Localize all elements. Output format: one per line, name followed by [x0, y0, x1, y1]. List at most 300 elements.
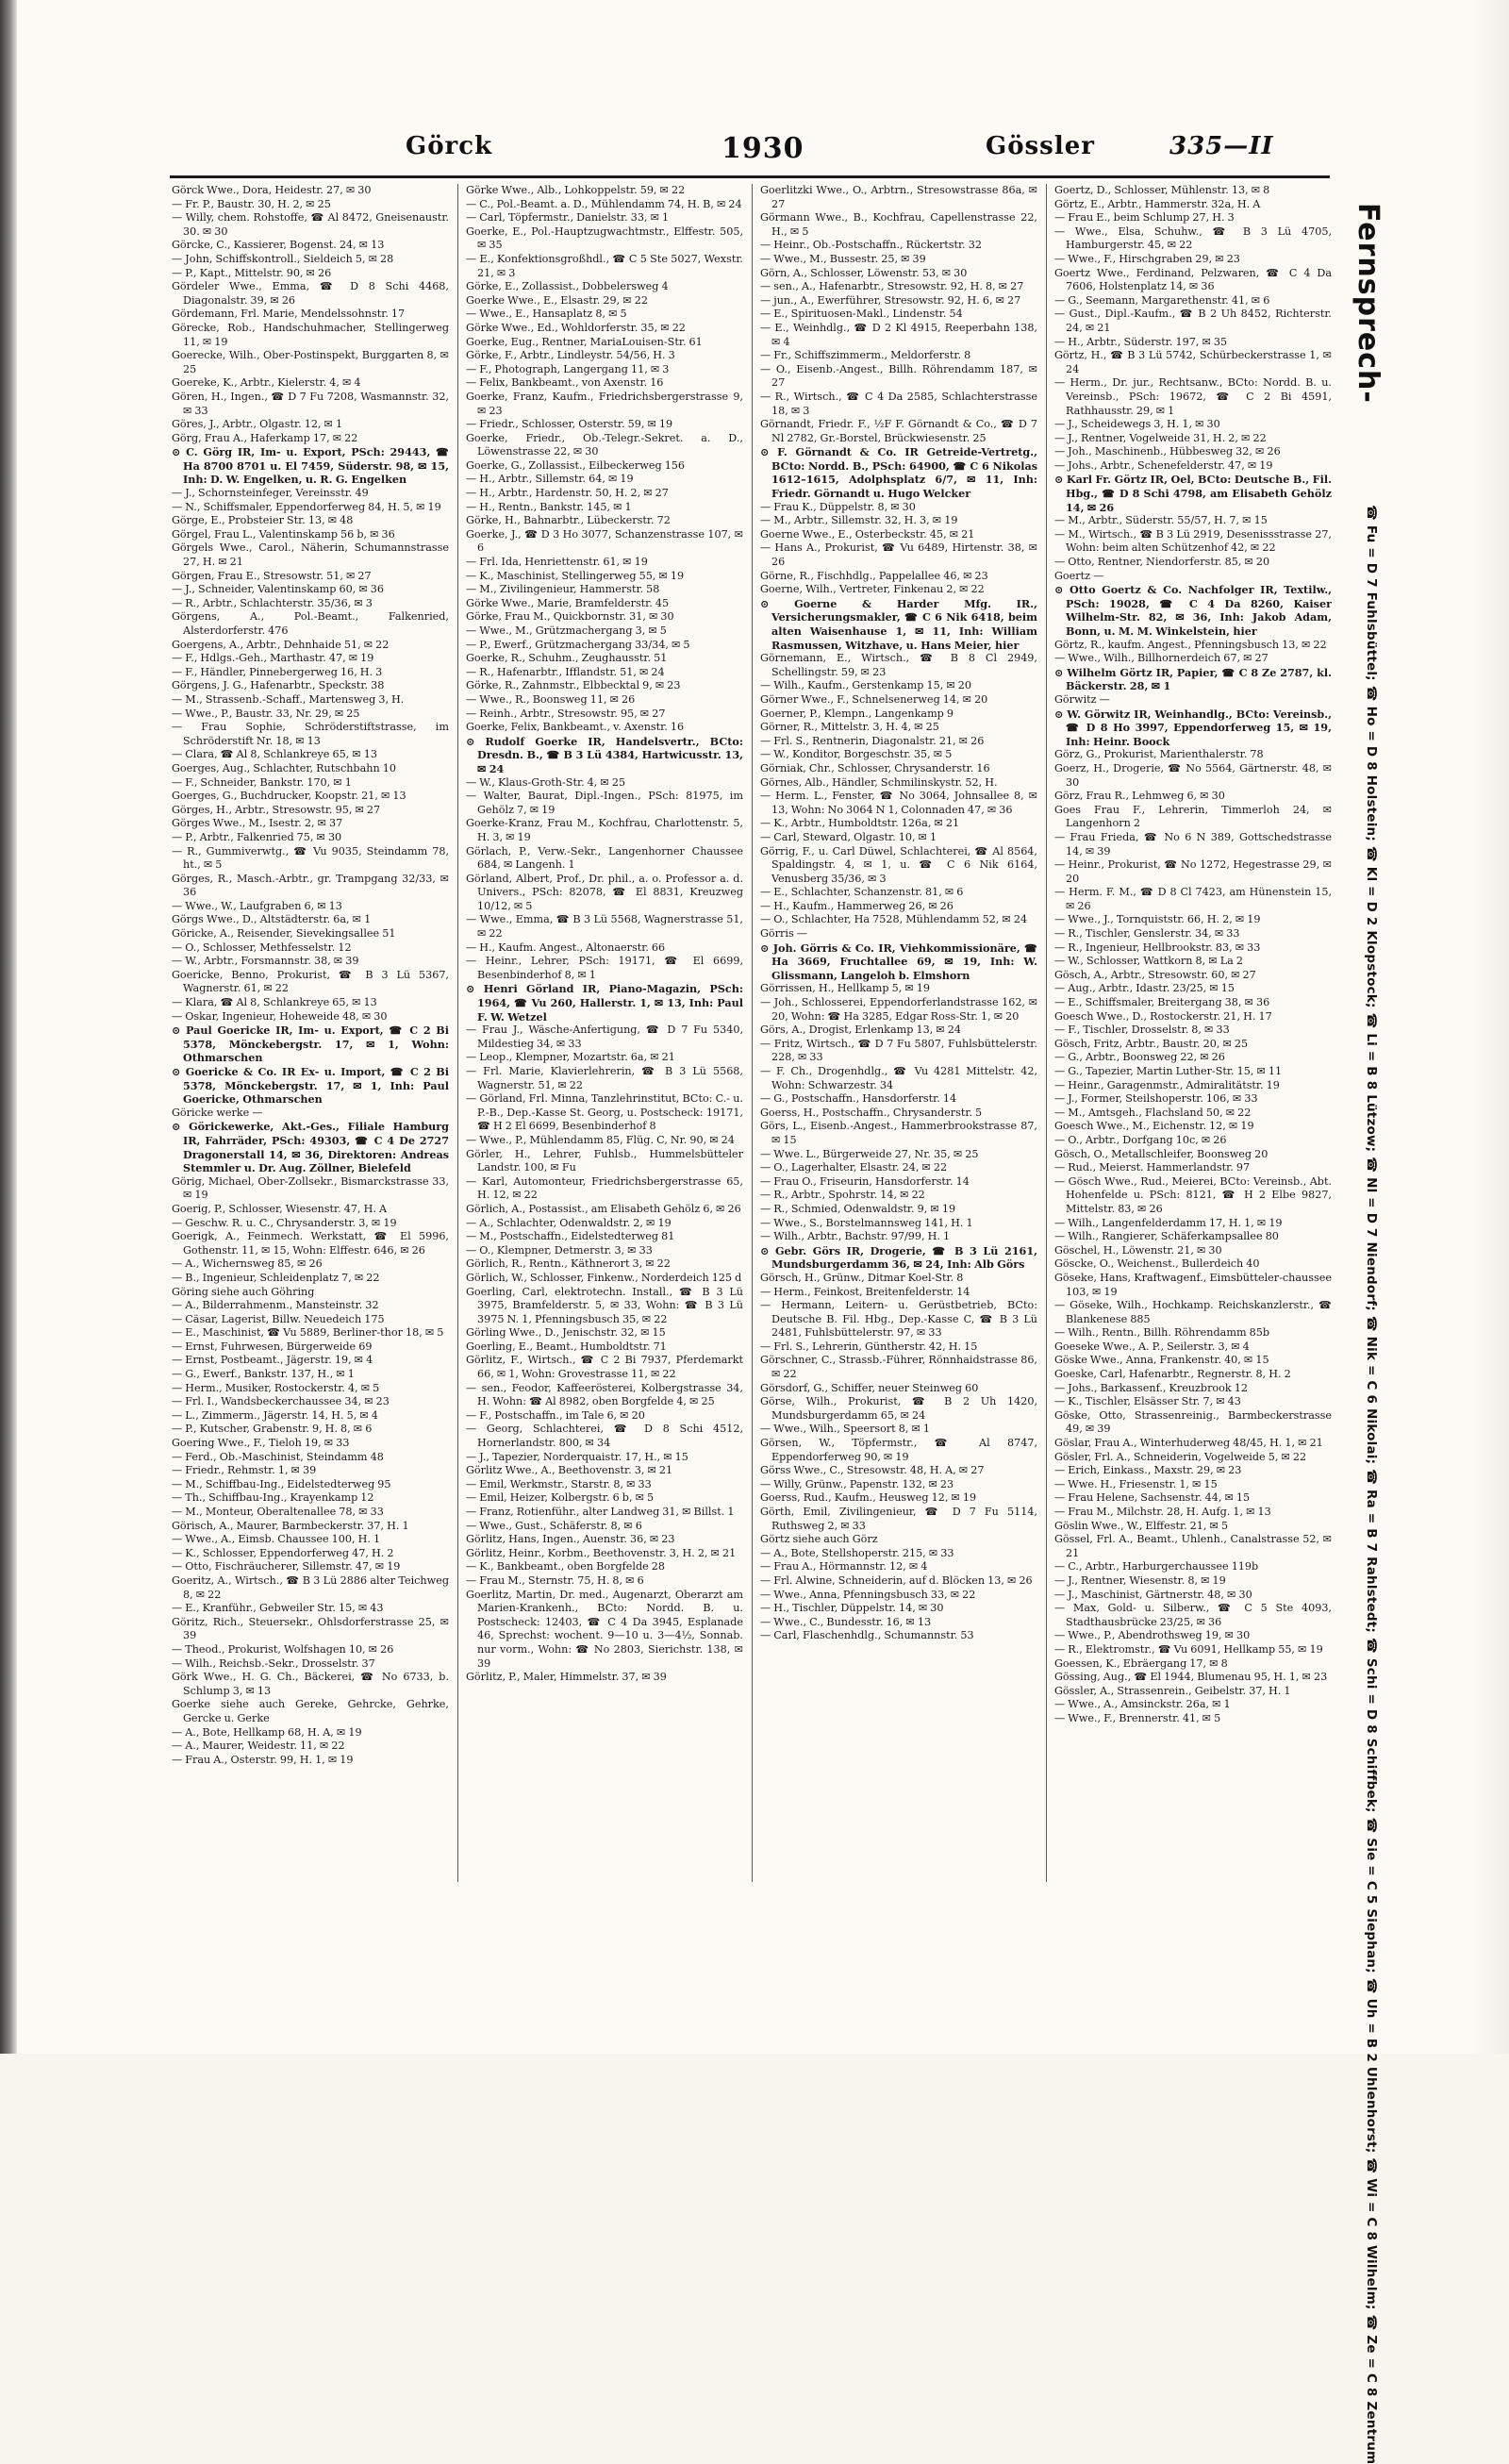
directory-entry: Görnes, Alb., Händler, Schmilinskystr. 52, H. [760, 775, 998, 789]
directory-entry: — J., Scheidewegs 3, H. 1, ✉ 30 [1054, 418, 1220, 431]
directory-entry: Goerz, H., Drogerie, ☎ No 5564, Gärtnerstr. 48, ✉ 30 [1054, 761, 1332, 789]
directory-entry: Goerecke, Wilh., Ober-Postinspekt, Burggarten 8, ✉ 25 [172, 349, 449, 375]
directory-entry: Goerling, Carl, elektrotechn. Install., ☎ B 3 Lü 3975, Bramfelderstr. 5, ✉ 33, Wohn: ☎ B 3 Lü 3975 N. 1, Pfenningsbusch 35, ✉ 22 [466, 1285, 743, 1325]
directory-entry: — Gösch Wwe., Rud., Meierei, BCto: Vereinsb., Abt. Hohenfelde u. PSch: 8121, ☎ H 2 Elbe 9827, Mittelstr. 83, ✉ 26 [1054, 1174, 1332, 1215]
directory-entry: — J., Rentner, Wiesenstr. 8, ✉ 19 [1054, 1573, 1226, 1587]
directory-entry: Görtz, H., ☎ B 3 Lü 5742, Schürbeckerstrasse 1, ✉ 24 [1054, 349, 1332, 375]
directory-entry: — Gust., Dipl.-Kaufm., ☎ B 2 Uh 8452, Richterstr. 24, ✉ 21 [1054, 308, 1332, 334]
directory-entry: — O., Klempner, Detmerstr. 3, ✉ 33 [466, 1243, 653, 1257]
directory-entry: — A., Schlachter, Odenwaldstr. 2, ✉ 19 [466, 1216, 672, 1229]
directory-entry: — Wwe., Wilh., Billhornerdeich 67, ✉ 27 [1054, 652, 1269, 665]
directory-entry: — Frau K., Düppelstr. 8, ✉ 30 [760, 500, 916, 513]
directory-entry: — Felix, Bankbeamt., von Axenstr. 16 [466, 376, 664, 390]
directory-entry: ⊙ Joh. Görris & Co. IR, Viehkommissionäre, ☎ Ha 3669, Fruchtallee 69, ✉ 19, Inh: W. Glissmann, Langeloh b. Elmshorn [760, 941, 1037, 982]
directory-entry: Görsch, H., Grünw., Ditmar Koel-Str. 8 [760, 1271, 964, 1284]
directory-entry: — Fr. P., Baustr. 30, H. 2, ✉ 25 [172, 197, 331, 210]
directory-entry: Görgels Wwe., Carol., Näherin, Schumannstrasse 27, H. ✉ 21 [172, 541, 449, 569]
directory-entry: — E., Maschinist, ☎ Vu 5889, Berliner-thor 18, ✉ 5 [172, 1326, 444, 1340]
directory-entry: — Klara, ☎ Al 8, Schlankreye 65, ✉ 13 [172, 996, 377, 1009]
directory-entry: — Frau M., Milchstr. 28, H. Aufg. 1, ✉ 13 [1054, 1506, 1271, 1518]
directory-entry: — P., Ewerf., Grützmachergang 33/34, ✉ 5 [466, 638, 690, 651]
directory-entry: Goerlitz, Martin, Dr. med., Augenarzt, Oberarzt am Marien-Krankenh., BCto: Nordd. B. u. Postscheck: 12403, ☎ C 4 Da 3945, Esplanade 46, Sprechst: wochent. 9—10 u. 3—4½, Sonnab. nur vorm., Wohn: ☎ No 2803, Sierichstr. 138, ✉ 39 [466, 1588, 743, 1670]
directory-entry: — K., Bankbeamt., oben Borgfelde 28 [466, 1560, 666, 1573]
directory-entry: — Wwe., W., Laufgraben 6, ✉ 13 [172, 899, 342, 912]
column-divider [752, 184, 753, 1882]
directory-entry: — Oskar, Ingenieur, Hoheweide 48, ✉ 30 [172, 1009, 388, 1023]
directory-entry: — Wwe., R., Boonsweg 11, ✉ 26 [466, 692, 636, 706]
directory-entry: Göscke, O., Weichenst., Bullerdeich 40 [1054, 1257, 1260, 1271]
page-number: 335—II [1169, 132, 1274, 160]
book-binding-edge [0, 0, 17, 2054]
directory-entry: Görne, R., Fischhdlg., Pappelallee 46, ✉ 23 [760, 569, 988, 582]
directory-entry: ⊙ Gebr. Görs IR, Drogerie, ☎ B 3 Lü 2161, Mundsburgerdamm 36, ✉ 24, Inh: Alb Görs [760, 1243, 1037, 1272]
directory-entry: — Leop., Klempner, Mozartstr. 6a, ✉ 21 [466, 1051, 675, 1064]
directory-entry: Görcke, C., Kassierer, Bogenst. 24, ✉ 13 [172, 239, 385, 252]
directory-entry: — P., Arbtr., Falkenried 75, ✉ 30 [172, 830, 342, 843]
directory-entry: Goerke, E., Pol.-Hauptzugwachtmstr., Elffestr. 505, ✉ 35 [466, 225, 743, 252]
directory-entry: Görrissen, H., Hellkamp 5, ✉ 19 [760, 982, 930, 995]
directory-entry: — Wwe., A., Eimsb. Chaussee 100, H. 1 [172, 1533, 381, 1546]
directory-entry: — Theod., Prokurist, Wolfshagen 10, ✉ 26 [172, 1642, 394, 1656]
directory-entry: Goergens, A., Arbtr., Dehnhaide 51, ✉ 22 [172, 638, 390, 651]
directory-columns [172, 184, 1332, 1882]
directory-entry: — K., Tischler, Elsässer Str. 7, ✉ 43 [1054, 1395, 1241, 1408]
directory-entry: Görke Wwe., Alb., Lohkoppelstr. 59, ✉ 22 [466, 184, 686, 196]
directory-entry: Görg, Frau A., Haferkamp 17, ✉ 22 [172, 431, 358, 444]
directory-entry: ⊙ Görickewerke, Akt.-Ges., Filiale Hamburg IR, Fahrräder, PSch: 49303, ☎ C 4 De 2727 Dragonerstall 14, ✉ 36, Direktoren: Andreas Stemmler u. Dr. Aug. Zöllner, Bielefeld [172, 1120, 449, 1175]
directory-entry: Goerke, J., ☎ D 3 Ho 3077, Schanzenstrasse 107, ✉ 6 [466, 527, 743, 555]
directory-entry: Görke, F., Arbtr., Lindleystr. 54/56, H. 3 [466, 349, 675, 362]
directory-entry: — M., Monteur, Oberaltenallee 78, ✉ 33 [172, 1506, 384, 1518]
directory-entry: — O., Eisenb.-Angest., Billh. Röhrendamm 187, ✉ 27 [760, 362, 1037, 390]
directory-entry: — Frau O., Friseurin, Hansdorferstr. 14 [760, 1174, 970, 1188]
directory-entry: — Wwe., E., Hansaplatz 8, ✉ 5 [466, 308, 627, 321]
directory-entry: — Ernst, Postbeamt., Jägerstr. 19, ✉ 4 [172, 1354, 373, 1367]
directory-entry: — Herm., Feinkost, Breitenfelderstr. 14 [760, 1285, 970, 1298]
directory-entry: Görse, Wilh., Prokurist, ☎ B 2 Uh 1420, Mundsburgerdamm 65, ✉ 24 [760, 1395, 1037, 1422]
directory-entry: — Carl, Töpfermstr., Danielstr. 33, ✉ 1 [466, 211, 670, 225]
directory-entry: — Ernst, Fuhrwesen, Bürgerweide 69 [172, 1340, 373, 1353]
directory-entry: Göricke werke — [172, 1106, 263, 1119]
entry-column-1 [172, 184, 449, 1882]
directory-entry: — Friedr., Rehmstr. 1, ✉ 39 [172, 1464, 317, 1477]
directory-entry: — B., Ingenieur, Schleidenplatz 7, ✉ 22 [172, 1271, 380, 1284]
directory-entry: — Otto, Fischräucherer, Sillemstr. 47, ✉ 19 [172, 1560, 401, 1573]
directory-entry: — Johs., Arbtr., Schenefelderstr. 47, ✉ 19 [1054, 458, 1273, 472]
header-rule [170, 175, 1330, 178]
directory-entry: Goertz — [1054, 569, 1104, 582]
directory-entry: — Wilh., Reichsb.-Sekr., Drosselstr. 37 [172, 1657, 375, 1670]
directory-entry: Görss Wwe., C., Stresowstr. 48, H. A, ✉ 27 [760, 1464, 985, 1477]
directory-entry: — Otto, Rentner, Niendorferstr. 85, ✉ 20 [1054, 556, 1270, 569]
directory-entry: ⊙ Goerne & Harder Mfg. IR., Versicherungsmakler, ☎ C 6 Nik 6418, beim alten Waisenhause 1, ✉ 11, Inh: William Rasmussen, Witzhave, u. Hans Meier, hier [760, 596, 1037, 652]
directory-entry: Görisch, A., Maurer, Barmbeckerstr. 37, H. 1 [172, 1519, 409, 1532]
directory-entry: ⊙ Otto Goertz & Co. Nachfolger IR, Textilw., PSch: 19028, ☎ C 4 Da 8260, Kaiser Wilhelm-Str. 82, ✉ 36, Inh: Jakob Adam, Bonn, u. M. M. Winkelstein, hier [1054, 583, 1332, 638]
directory-entry: — Frl. Ida, Henriettenstr. 61, ✉ 19 [466, 556, 648, 569]
directory-entry: Görland, Albert, Prof., Dr. phil., a. o. Professor a. d. Univers., PSch: 82078, ☎ El 8831, Kreuzweg 10/12, ✉ 5 [466, 872, 743, 912]
directory-entry: — Göseke, Wilh., Hochkamp. Reichskanzlerstr., ☎ Blankenese 885 [1054, 1299, 1332, 1325]
directory-entry: Görke, Frau M., Quickbornstr. 31, ✉ 30 [466, 610, 674, 624]
directory-entry: Gösch, A., Arbtr., Stresowstr. 60, ✉ 27 [1054, 968, 1256, 981]
directory-entry: — J., Former, Steilshoperstr. 106, ✉ 33 [1054, 1092, 1258, 1106]
directory-entry: Görlitz, Heinr., Korbm., Beethovenstr. 3, H. 2, ✉ 21 [466, 1546, 737, 1559]
directory-entry: — P., Kapt., Mittelstr. 90, ✉ 26 [172, 266, 332, 279]
directory-entry: Göring siehe auch Göhring [172, 1285, 315, 1298]
directory-entry: Goericke, Benno, Prokurist, ☎ B 3 Lü 5367, Wagnerstr. 61, ✉ 22 [172, 968, 449, 995]
directory-entry: ⊙ Goericke & Co. IR Ex- u. Import, ☎ C 2 Bi 5378, Mönckebergstr. 17, ✉ 1, Inh: Paul Goericke, Othmarschen [172, 1065, 449, 1107]
directory-entry: — Frau M., Sternstr. 75, H. 8, ✉ 6 [466, 1573, 644, 1587]
directory-entry: Görecke, Rob., Handschuhmacher, Stellingerweg 11, ✉ 19 [172, 321, 449, 348]
directory-entry: Görges Wwe., M., Isestr. 2, ✉ 37 [172, 817, 343, 830]
directory-entry: — E., Weinhdlg., ☎ D 2 Kl 4915, Reeperbahn 138, ✉ 4 [760, 321, 1037, 348]
page-header [170, 132, 1330, 175]
directory-entry: Gördemann, Frl. Marie, Mendelssohnstr. 17 [172, 308, 406, 321]
directory-entry: — E., Schlachter, Schanzenstr. 81, ✉ 6 [760, 886, 964, 899]
directory-entry: Goerss, H., Postschaffn., Chrysanderstr. 5 [760, 1106, 983, 1119]
directory-entry: — Th., Schiffbau-Ing., Krayenkamp 12 [172, 1491, 374, 1505]
directory-entry: — K., Arbtr., Humboldtstr. 126a, ✉ 21 [760, 817, 960, 830]
directory-entry: — Frau Sophie, Schröderstiftstrasse, im Schröderstift Nr. 18, ✉ 13 [172, 721, 449, 747]
directory-entry: Görsdorf, G., Schiffer, neuer Steinweg 60 [760, 1381, 979, 1394]
directory-entry: Görniak, Chr., Schlosser, Chrysanderstr. 16 [760, 761, 990, 774]
directory-entry: — Clara, ☎ Al 8, Schlankreye 65, ✉ 13 [172, 748, 377, 761]
entry-column-3 [760, 184, 1037, 1882]
directory-entry: — R., Ingenieur, Hellbrookstr. 83, ✉ 33 [1054, 941, 1261, 954]
directory-entry: — P., Kutscher, Grabenstr. 9, H. 8, ✉ 6 [172, 1423, 373, 1436]
directory-entry: Görlich, W., Schlosser, Finkenw., Norderdeich 125 d [466, 1271, 742, 1284]
directory-entry: — M., Postschaffn., Eidelstedterweg 81 [466, 1230, 675, 1243]
directory-entry: Goering Wwe., F., Tieloh 19, ✉ 33 [172, 1437, 350, 1450]
directory-entry: — Joh., Maschinenb., Hübbesweg 32, ✉ 26 [1054, 445, 1281, 458]
directory-entry: Görlich, A., Postassist., am Elisabeth Gehölz 6, ✉ 26 [466, 1202, 741, 1215]
column-divider [457, 184, 458, 1882]
directory-entry: — K., Schlosser, Eppendorferweg 47, H. 2 [172, 1546, 394, 1559]
directory-entry: — Heinr., Ob.-Postschaffn., Rückertstr. 32 [760, 239, 982, 252]
directory-entry: — Wwe., J., Tornquiststr. 66, H. 2, ✉ 19 [1054, 913, 1261, 926]
directory-entry: Görck Wwe., Dora, Heidestr. 27, ✉ 30 [172, 184, 372, 196]
directory-entry: Görz, Frau R., Lehmweg 6, ✉ 30 [1054, 790, 1225, 803]
directory-entry: — R., Arbtr., Schlachterstr. 35/36, ✉ 3 [172, 596, 373, 609]
directory-entry: Göritz, Rich., Steuersekr., Ohlsdorferstrasse 25, ✉ 39 [172, 1615, 449, 1642]
directory-entry: Görschner, C., Strassb.-Führer, Rönnhaidstrasse 86, ✉ 22 [760, 1354, 1037, 1381]
directory-entry: Görz, G., Prokurist, Marienthalerstr. 78 [1054, 748, 1264, 761]
directory-entry: Görig, Michael, Ober-Zollsekr., Bismarckstrasse 33, ✉ 19 [172, 1174, 449, 1202]
directory-entry: — W., Konditor, Borgeschstr. 35, ✉ 5 [760, 748, 953, 761]
directory-entry: — R., Wirtsch., ☎ C 4 Da 2585, Schlachterstrasse 18, ✉ 3 [760, 390, 1037, 417]
directory-entry: Görgens, J. G., Hafenarbtr., Speckstr. 38 [172, 679, 385, 692]
directory-entry: Görlich, R., Rentn., Käthnerort 3, ✉ 22 [466, 1257, 671, 1271]
directory-entry: — E., Spirituosen-Makl., Lindenstr. 54 [760, 308, 963, 321]
directory-entry: Görrig, F., u. Carl Düwel, Schlachterei, ☎ Al 8564, Spaldingstr. 4, ✉ 1, u. ☎ C 6 Nik 6164, Venusberg 35/36, ✉ 3 [760, 844, 1037, 885]
directory-entry: — Carl, Steward, Olgastr. 10, ✉ 1 [760, 830, 937, 843]
directory-entry: ⊙ C. Görg IR, Im- u. Export, PSch: 29443, ☎ Ha 8700 8701 u. El 7459, Süderstr. 98, ✉ 15, Inh: D. W. Engelken, u. R. G. Engelken [172, 445, 449, 487]
directory-entry: — R., Hafenarbtr., Ifflandstr. 51, ✉ 24 [466, 665, 665, 678]
directory-entry: Görnandt, Friedr. F., ½F F. Görnandt & Co., ☎ D 7 Nl 2782, Gr.-Borstel, Brückwiesenstr. 25 [760, 418, 1037, 444]
directory-entry: — M., Arbtr., Süderstr. 55/57, H. 7, ✉ 15 [1054, 514, 1268, 527]
directory-entry: — J., Schneider, Valentinskamp 60, ✉ 36 [172, 583, 385, 596]
directory-entry: — Herm. L., Fenster, ☎ No 3064, Johnsallee 8, ✉ 13, Wohn: No 3064 N 1, Colonnaden 47, ✉ 36 [760, 790, 1037, 816]
directory-entry: — Frau Helene, Sachsenstr. 44, ✉ 15 [1054, 1491, 1251, 1505]
directory-entry: — John, Schiffskontroll., Sieldeich 5, ✉ 28 [172, 252, 394, 265]
directory-entry: Görling Wwe., D., Jenischstr. 32, ✉ 15 [466, 1326, 666, 1340]
directory-entry: Görlitz Wwe., A., Beethovenstr. 3, ✉ 21 [466, 1464, 673, 1477]
directory-entry: Goerss, Rud., Kaufm., Heusweg 12, ✉ 19 [760, 1491, 977, 1505]
directory-entry: Goertz, D., Schlosser, Mühlenstr. 13, ✉ 8 [1054, 184, 1270, 196]
directory-entry: Goes Frau F., Lehrerin, Timmerloh 24, ✉ Langenhorn 2 [1054, 803, 1332, 830]
directory-entry: — F., Tischler, Drosselstr. 8, ✉ 33 [1054, 1024, 1230, 1037]
directory-entry: — Frau A., Osterstr. 99, H. 1, ✉ 19 [172, 1753, 354, 1766]
directory-entry: Görke, R., Zahnmstr., Elbbecktal 9, ✉ 23 [466, 679, 681, 692]
directory-entry: Görgens, A., Pol.-Beamt., Falkenried, Alsterdorferstr. 476 [172, 610, 449, 637]
directory-entry: Goesch Wwe., M., Eichenstr. 12, ✉ 19 [1054, 1120, 1254, 1133]
header-last-name: Gössler [986, 132, 1095, 160]
directory-entry: — Wwe., P., Abendrothsweg 19, ✉ 30 [1054, 1629, 1251, 1642]
directory-entry: Goesch Wwe., D., Rostockerstr. 21, H. 17 [1054, 1009, 1272, 1023]
directory-entry: ⊙ W. Görwitz IR, Weinhandlg., BCto: Vereinsb., ☎ D 8 Ho 3997, Eppendorferweg 15, ✉ 19, Inh: Heinr. Boock [1054, 707, 1332, 748]
directory-entry: — E., Konfektionsgroßhdl., ☎ C 5 Ste 5027, Wexstr. 21, ✉ 3 [466, 252, 743, 279]
directory-entry: — Rud., Meierst. Hammerlandstr. 97 [1054, 1161, 1251, 1174]
directory-entry: Görke, E., Zollassist., Dobbelersweg 4 [466, 280, 669, 293]
directory-entry: — Karl, Automonteur, Friedrichsbergerstrasse 65, H. 12, ✉ 22 [466, 1174, 743, 1202]
directory-entry: — G., Seemann, Margarethenstr. 41, ✉ 6 [1054, 293, 1270, 307]
directory-entry: — Wwe., Wilh., Speersort 8, ✉ 1 [760, 1423, 931, 1436]
directory-entry: — Wilh., Arbtr., Bachstr. 97/99, H. 1 [760, 1230, 951, 1243]
column-divider [1046, 184, 1047, 1882]
directory-entry: — H., Arbtr., Hardenstr. 50, H. 2, ✉ 27 [466, 487, 669, 500]
directory-entry: Goeseke Wwe., A. P., Seilerstr. 3, ✉ 4 [1054, 1340, 1250, 1353]
directory-entry: — G., Tapezier, Martin Luther-Str. 15, ✉ 11 [1054, 1065, 1283, 1077]
directory-entry: — Wwe., C., Bundesstr. 16, ✉ 13 [760, 1615, 932, 1628]
directory-entry: — Georg, Schlachterei, ☎ D 8 Schi 4512, Hornerlandstr. 800, ✉ 34 [466, 1423, 743, 1450]
directory-entry: — Frl. Alwine, Schneiderin, auf d. Blöcken 13, ✉ 26 [760, 1573, 1033, 1587]
directory-entry: Görke Wwe., Ed., Wohldorferstr. 35, ✉ 22 [466, 321, 686, 334]
directory-entry: Görtz siehe auch Görz [760, 1533, 878, 1546]
directory-entry: — M., Wirtsch., ☎ B 3 Lü 2919, Desenissstrasse 27, Wohn: beim alten Schützenhof 42, ✉ 22 [1054, 527, 1332, 555]
directory-entry: — Wilh., Kaufm., Gerstenkamp 15, ✉ 20 [760, 679, 971, 692]
directory-entry: Görtz, R., kaufm. Angest., Pfenningsbusch 13, ✉ 22 [1054, 638, 1327, 651]
directory-entry: — E., Kranführ., Gebweiler Str. 15, ✉ 43 [172, 1602, 384, 1615]
directory-entry: — Frau A., Hörmannstr. 12, ✉ 4 [760, 1560, 928, 1573]
directory-entry: — M., Zivilingenieur, Hammerstr. 58 [466, 583, 660, 596]
directory-entry: — H., Kaufm., Hammerweg 26, ✉ 26 [760, 899, 953, 912]
directory-entry: — F., Postschaffn., im Tale 6, ✉ 20 [466, 1408, 645, 1422]
directory-entry: — Frau Frieda, ☎ No 6 N 389, Gottschedstrasse 14, ✉ 39 [1054, 830, 1332, 857]
directory-entry: Gördeler Wwe., Emma, ☎ D 8 Schi 4468, Diagonalstr. 39, ✉ 26 [172, 280, 449, 307]
directory-entry: Görke Wwe., Marie, Bramfelderstr. 45 [466, 596, 670, 609]
directory-entry: Göslar, Frau A., Winterhuderweg 48/45, H. 1, ✉ 21 [1054, 1437, 1323, 1450]
directory-entry: Goertz Wwe., Ferdinand, Pelzwaren, ☎ C 4 Da 7606, Holstenplatz 14, ✉ 36 [1054, 266, 1332, 293]
directory-entry: Görth, Emil, Zivilingenieur, ☎ D 7 Fu 5114, Ruthsweg 2, ✉ 33 [760, 1506, 1037, 1532]
directory-entry: Gössler, A., Strassenrein., Geibelstr. 37, H. 1 [1054, 1684, 1291, 1697]
directory-entry: — Walter, Baurat, Dipl.-Ingen., PSch: 81975, im Gehölz 7, ✉ 19 [466, 790, 743, 816]
directory-entry: — F., Photograph, Langergang 11, ✉ 3 [466, 362, 670, 375]
directory-entry: ⊙ F. Görnandt & Co. IR Getreide-Vertretg., BCto: Nordd. B., PSch: 64900, ☎ C 6 Nikolas 1612–1615, Adolphsplatz 6/7, ✉ 11, Inh: Friedr. Görnandt u. Hugo Welcker [760, 445, 1037, 501]
directory-entry: — H., Rentn., Bankstr. 145, ✉ 1 [466, 500, 632, 513]
directory-entry: — J., Maschinist, Gärtnerstr. 48, ✉ 30 [1054, 1588, 1252, 1601]
directory-entry: — Wwe., M., Grützmachergang 3, ✉ 5 [466, 624, 667, 637]
directory-entry: Göricke, A., Reisender, Sievekingsallee 51 [172, 927, 396, 941]
directory-entry: Goerlitzki Wwe., O., Arbtrn., Stresowstrasse 86a, ✉ 27 [760, 184, 1037, 210]
directory-entry: — Görland, Frl. Minna, Tanzlehrinstitut, BCto: C.- u. P.-B., Dep.-Kasse St. Georg, u. Postscheck: 19171, ☎ H 2 El 6699, Besenbinderhof 8 [466, 1092, 743, 1133]
directory-entry: Göseke, Hans, Kraftwagenf., Eimsbütteler-chaussee 103, ✉ 19 [1054, 1271, 1332, 1298]
directory-entry: Gösch, Fritz, Arbtr., Baustr. 20, ✉ 25 [1054, 1037, 1249, 1050]
directory-entry: Goessen, K., Ebräergang 17, ✉ 8 [1054, 1657, 1228, 1670]
side-banner-title: Fernsprech- [1351, 203, 1385, 404]
directory-entry: Görner, R., Mittelstr. 3, H. 4, ✉ 25 [760, 721, 939, 734]
directory-entry: Görmann Wwe., B., Kochfrau, Capellenstrasse 22, H., ✉ 5 [760, 211, 1037, 238]
directory-entry: Goerne Wwe., E., Osterbeckstr. 45, ✉ 21 [760, 527, 975, 541]
directory-entry: — Reinh., Arbtr., Stresowstr. 95, ✉ 27 [466, 707, 666, 720]
directory-entry: Görlitz, P., Maler, Himmelstr. 37, ✉ 39 [466, 1671, 667, 1684]
directory-entry: — C., Arbtr., Harburgerchaussee 119b [1054, 1560, 1259, 1573]
directory-entry: — M., Schiffbau-Ing., Eidelstedterweg 95 [172, 1477, 391, 1490]
directory-entry: Görges, R., Masch.-Arbtr., gr. Trampgang 32/33, ✉ 36 [172, 872, 449, 899]
directory-entry: Görs, A., Drogist, Erlenkamp 13, ✉ 24 [760, 1024, 961, 1037]
directory-entry: Göslin Wwe., W., Elffestr. 21, ✉ 5 [1054, 1519, 1229, 1532]
directory-entry: — Willy, chem. Rohstoffe, ☎ Al 8472, Gneisenaustr. 30. ✉ 30 [172, 211, 449, 238]
directory-entry: — M., Arbtr., Sillemstr. 32, H. 3, ✉ 19 [760, 514, 958, 527]
directory-entry: Goerke, Felix, Bankbeamt., v. Axenstr. 16 [466, 721, 685, 734]
directory-entry: — Heinr., Lehrer, PSch: 19171, ☎ El 6699, Besenbinderhof 8, ✉ 1 [466, 955, 743, 981]
directory-entry: — Frl. S., Lehrerin, Güntherstr. 42, H. 15 [760, 1340, 978, 1353]
directory-entry: Goerges, Aug., Schlachter, Rutschbahn 10 [172, 761, 396, 774]
directory-entry: — J., Tapezier, Norderquaistr. 17, H., ✉ 15 [466, 1450, 688, 1463]
directory-entry: Goerke, Eug., Rentner, MariaLouisen-Str. 61 [466, 335, 703, 348]
directory-entry: Görwitz — [1054, 692, 1110, 706]
directory-entry: Görgel, Frau L., Valentinskamp 56 b, ✉ 36 [172, 527, 395, 541]
directory-entry: Görk Wwe., H. G. Ch., Bäckerei, ☎ No 6733, b. Schlump 3, ✉ 13 [172, 1671, 449, 1697]
entry-column-4 [1054, 184, 1332, 1882]
directory-entry: — Joh., Schlosserei, Eppendorferlandstrasse 162, ✉ 20, Wohn: ☎ Ha 3285, Edgar Ross-Str. 1, ✉ 20 [760, 996, 1037, 1023]
directory-entry: — O., Schlosser, Methfesselstr. 12 [172, 941, 352, 954]
directory-entry: — Geschw. R. u. C., Chrysanderstr. 3, ✉ 19 [172, 1216, 397, 1229]
directory-entry: Goerke siehe auch Gereke, Gehrcke, Gehrke, Gercke u. Gerke [172, 1698, 449, 1724]
directory-entry: — N., Schiffsmaler, Eppendorferweg 84, H. 5, ✉ 19 [172, 500, 441, 513]
directory-entry: Goerke Wwe., E., Elsastr. 29, ✉ 22 [466, 293, 648, 307]
directory-entry: — A., Bote, Hellkamp 68, H. A, ✉ 19 [172, 1725, 362, 1739]
directory-entry: — F. Ch., Drogenhdlg., ☎ Vu 4281 Mittelstr. 42, Wohn: Schwarzestr. 34 [760, 1065, 1037, 1091]
directory-entry: ⊙ Henri Görland IR, Piano-Magazin, PSch: 1964, ☎ Vu 260, Hallerstr. 1, ✉ 13, Inh: Paul F. W. Wetzel [466, 982, 743, 1024]
directory-entry: — Friedr., Schlosser, Osterstr. 59, ✉ 19 [466, 418, 673, 431]
directory-entry: — Wilh., Langenfelderdamm 17, H. 1, ✉ 19 [1054, 1216, 1283, 1229]
directory-entry: — Johs., Barkassenf., Kreuzbrook 12 [1054, 1381, 1248, 1394]
directory-entry: — L., Zimmerm., Jägerstr. 14, H. 5, ✉ 4 [172, 1408, 378, 1422]
directory-entry: — H., Kaufm. Angest., Altonaerstr. 66 [466, 941, 666, 954]
side-telephone-legend [1351, 203, 1388, 2464]
directory-entry: — A., Bote, Stellshoperstr. 215, ✉ 33 [760, 1546, 954, 1559]
directory-entry: — Hermann, Leitern- u. Gerüstbetrieb, BCto: Deutsche B. Fil. Hbg., Dep.-Kasse C, ☎ B 3 Lü 2481, Fuhlsbüttelerstr. 97, ✉ 33 [760, 1299, 1037, 1340]
directory-entry: — W., Schlosser, Wattkorn 8, ✉ La 2 [1054, 955, 1243, 968]
directory-entry: — Frl. S., Rentnerin, Diagonalstr. 21, ✉ 26 [760, 734, 985, 747]
directory-entry: — G., Postschaffn., Hansdorferstr. 14 [760, 1092, 957, 1106]
directory-entry: Goerke, Friedr., Ob.-Telegr.-Sekret. a. D., Löwenstrasse 22, ✉ 30 [466, 431, 743, 458]
directory-entry: — Wwe., P., Baustr. 33, Nr. 29, ✉ 25 [172, 707, 360, 720]
header-year: 1930 [721, 132, 804, 165]
directory-entry: — Frl. Marie, Klavierlehrerin, ☎ B 3 Lü 5568, Wagnerstr. 51, ✉ 22 [466, 1065, 743, 1091]
directory-entry: — H., Arbtr., Süderstr. 197, ✉ 35 [1054, 335, 1228, 348]
directory-entry: Goerke-Kranz, Frau M., Kochfrau, Charlottenstr. 5, H. 3, ✉ 19 [466, 817, 743, 843]
side-banner-districts: ☎ Fu = D 7 Fuhlsbüttel; ☎ Ho = D 8 Holstein; ☎ Kl = D 2 Klopstock; ☎ Li = B 8 Lützow; ☎ Nl = D 7 Niendorf; ☎ Nik = C 6 Nikolai; ☎ Ra = B 7 Rahlstedt; ☎ Schi = D 8 Schiffbek; ☎ Sie = C 5 Siephan; ☎ Uh = B 2 Uhlenhorst; ☎ Wi = C 8 Wilhelm; ☎ Ze = C 8 Zentrum [1364, 505, 1379, 2464]
directory-entry: — R., Tischler, Genslerstr. 34, ✉ 33 [1054, 927, 1240, 941]
directory-entry: Goerne, Wilh., Vertreter, Finkenau 2, ✉ 22 [760, 583, 985, 596]
directory-entry: — G., Ewerf., Bankstr. 137, H., ✉ 1 [172, 1368, 355, 1381]
directory-entry: — Herm., Dr. jur., Rechtsanw., BCto: Nordd. B. u. Vereinsb., PSch: 19672, ☎ C 2 Bi 4591, Rathhausstr. 29, ✉ 1 [1054, 376, 1332, 417]
directory-entry: Görke, H., Bahnarbtr., Lübeckerstr. 72 [466, 514, 671, 527]
directory-entry: Gösler, Frl. A., Schneiderin, Vogelweide 5, ✉ 22 [1054, 1450, 1307, 1463]
directory-entry: — Cäsar, Lagerist, Billw. Neuedeich 175 [172, 1312, 385, 1325]
directory-entry: Görtz, E., Arbtr., Hammerstr. 32a, H. A [1054, 197, 1261, 210]
directory-entry: Goerke, Franz, Kaufm., Friedrichsbergerstrasse 9, ✉ 23 [466, 390, 743, 417]
directory-entry: Goerig, P., Schlosser, Wiesenstr. 47, H. A [172, 1202, 388, 1215]
directory-entry: Görsen, W., Töpfermstr., ☎ Al 8747, Eppendorferweg 90, ✉ 19 [760, 1437, 1037, 1463]
directory-entry: — O., Schlachter, Ha 7528, Mühlendamm 52, ✉ 24 [760, 913, 1028, 926]
directory-entry: — R., Gummiverwtg., ☎ Vu 9035, Steindamm 78, ht., ✉ 5 [172, 844, 449, 872]
directory-entry: Göres, J., Arbtr., Olgastr. 12, ✉ 1 [172, 418, 343, 431]
directory-entry: ⊙ Rudolf Goerke IR, Handelsvertr., BCto: Dresdn. B., ☎ B 3 Lü 4384, Hartwicusstr. 13, ✉ 24 [466, 734, 743, 775]
directory-entry: — Wwe., Elsa, Schuhw., ☎ B 3 Lü 4705, Hamburgerstr. 45, ✉ 22 [1054, 225, 1332, 252]
directory-entry: Goerling, E., Beamt., Humboldtstr. 71 [466, 1340, 667, 1353]
directory-entry: Görnemann, E., Wirtsch., ☎ B 8 Cl 2949, Schellingstr. 59, ✉ 23 [760, 652, 1037, 678]
directory-entry: — Max, Gold- u. Silberw., ☎ C 5 Ste 4093, Stadthausbrücke 23/25, ✉ 36 [1054, 1602, 1332, 1628]
directory-entry: Görler, H., Lehrer, Fuhlsb., Hummelsbütteler Landstr. 100, ✉ Fu [466, 1147, 743, 1174]
directory-entry: — E., Schiffsmaler, Breitergang 38, ✉ 36 [1054, 996, 1270, 1009]
directory-entry: — Wwe., F., Brennerstr. 41, ✉ 5 [1054, 1711, 1221, 1724]
directory-entry: Goeritz, A., Wirtsch., ☎ B 3 Lü 2886 alter Teichweg 8, ✉ 22 [172, 1573, 449, 1601]
header-first-name: Görck [406, 132, 493, 160]
directory-entry: — Frau E., beim Schlump 27, H. 3 [1054, 211, 1235, 225]
directory-entry: — Wwe., F., Hirschgraben 29, ✉ 23 [1054, 252, 1240, 265]
directory-entry: — J., Schornsteinfeger, Vereinsstr. 49 [172, 487, 369, 500]
directory-entry: — Wwe., Anna, Pfenningsbusch 33, ✉ 22 [760, 1588, 976, 1601]
directory-entry: — Emil, Heizer, Kolbergstr. 6 b, ✉ 5 [466, 1491, 655, 1505]
directory-entry: — R., Arbtr., Spohrstr. 14, ✉ 22 [760, 1189, 925, 1202]
directory-entry: Görgs Wwe., D., Altstädterstr. 6a, ✉ 1 [172, 913, 372, 926]
directory-entry: — M., Amtsgeh., Flachsland 50, ✉ 22 [1054, 1106, 1252, 1119]
directory-entry: — O., Lagerhalter, Elsastr. 24, ✉ 22 [760, 1161, 948, 1174]
directory-entry: — A., Maurer, Weidestr. 11, ✉ 22 [172, 1740, 345, 1753]
directory-entry: — M., Strassenb.-Schaff., Martensweg 3, H. [172, 692, 405, 706]
directory-entry: Görlach, P., Verw.-Sekr., Langenhorner Chaussee 684, ✉ Langenh. 1 [466, 844, 743, 872]
directory-entry: — Wwe., M., Bussestr. 25, ✉ 39 [760, 252, 926, 265]
directory-entry: — Aug., Arbtr., Idastr. 23/25, ✉ 15 [1054, 982, 1235, 995]
directory-entry: Göschel, H., Löwenstr. 21, ✉ 30 [1054, 1243, 1222, 1257]
directory-entry: Goerke, G., Zollassist., Eilbeckerweg 156 [466, 458, 686, 472]
directory-entry: Görn, A., Schlosser, Löwenstr. 53, ✉ 30 [760, 266, 968, 279]
directory-entry: — A., Bilderrahmenm., Mansteinstr. 32 [172, 1299, 379, 1312]
directory-entry: — Hans A., Prokurist, ☎ Vu 6489, Hirtenstr. 38, ✉ 26 [760, 541, 1037, 569]
directory-entry: — A., Wichernsweg 85, ✉ 26 [172, 1257, 323, 1271]
directory-entry: Goerner, P., Klempn., Langenkamp 9 [760, 707, 954, 720]
directory-entry: — Fritz, Wirtsch., ☎ D 7 Fu 5807, Fuhlsbüttelerstr. 228, ✉ 33 [760, 1037, 1037, 1064]
directory-entry: — Erich, Einkass., Maxstr. 29, ✉ 23 [1054, 1464, 1242, 1477]
directory-entry: Görris — [760, 927, 807, 941]
directory-entry: — C., Pol.-Beamt. a. D., Mühlendamm 74, H. B, ✉ 24 [466, 197, 742, 210]
directory-entry: Görner Wwe., F., Schnelsenerweg 14, ✉ 20 [760, 692, 988, 706]
directory-entry: Görlitz, F., Wirtsch., ☎ C 2 Bi 7937, Pferdemarkt 66, ✉ 1, Wohn: Grovestrasse 11, ✉ 22 [466, 1354, 743, 1381]
directory-entry: — K., Maschinist, Stellingerweg 55, ✉ 19 [466, 569, 685, 582]
directory-entry: — O., Arbtr., Dorfgang 10c, ✉ 26 [1054, 1133, 1227, 1146]
directory-entry: — F., Händler, Pinnebergerweg 16, H. 3 [172, 665, 383, 678]
directory-entry: — Wwe., S., Borstelmannsweg 141, H. 1 [760, 1216, 973, 1229]
directory-entry: Gösch, O., Metallschleifer, Boonsweg 20 [1054, 1147, 1269, 1160]
directory-entry: — F., Hdlgs.-Geh., Marthastr. 47, ✉ 19 [172, 652, 374, 665]
directory-entry: Görlitz, Hans, Ingen., Auenstr. 36, ✉ 23 [466, 1533, 675, 1546]
directory-entry: — Frl. I., Wandsbeckerchaussee 34, ✉ 23 [172, 1395, 390, 1408]
directory-entry: — W., Klaus-Groth-Str. 4, ✉ 25 [466, 775, 626, 789]
directory-entry: — R., Schmied, Odenwaldstr. 9, ✉ 19 [760, 1202, 956, 1215]
directory-entry: — Wwe., Emma, ☎ B 3 Lü 5568, Wagnerstrasse 51, ✉ 22 [466, 913, 743, 941]
directory-entry: — Wwe. H., Friesenstr. 1, ✉ 15 [1054, 1477, 1218, 1490]
